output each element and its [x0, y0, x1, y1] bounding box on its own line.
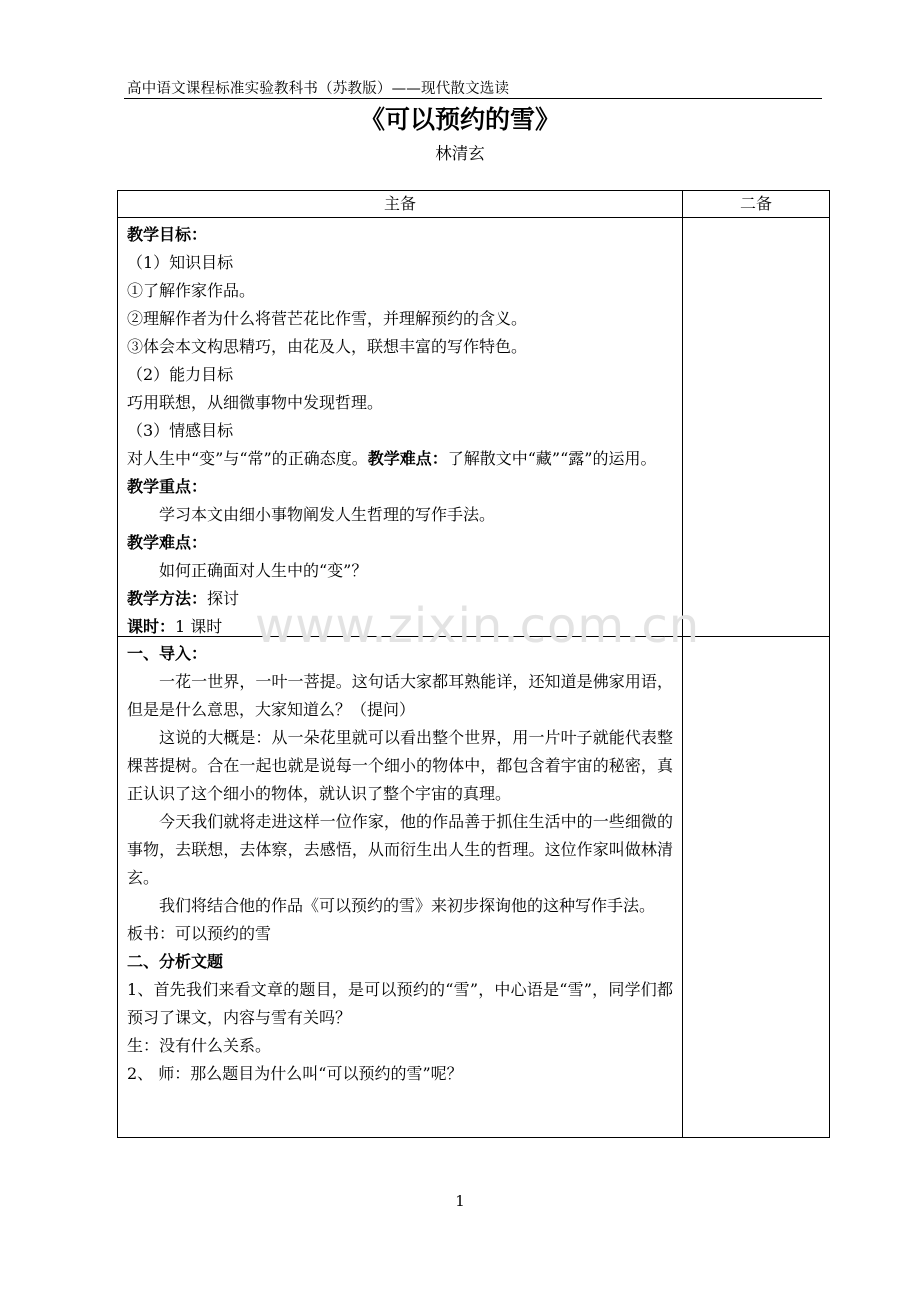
watermark: www.zixin.com.cn [255, 598, 701, 654]
lesson-row [118, 637, 830, 1138]
intro-paragraph: 我们将结合他的作品《可以预约的雪》来初步探询他的这种写作手法。 [159, 896, 656, 915]
intro-paragraph: 这说的大概是：从一朵花里就可以看出整个世界，用一片叶子就能代表整棵菩提树。合在一起也就是说每一个细小的物体中，都包含着宇宙的秘密，真正认识了这个细小的物体，就认识了整个宇宙的真理。 [127, 728, 673, 803]
objectives-cell [118, 218, 683, 637]
method-value: 探讨 [207, 589, 240, 608]
author-name: 林清玄 [435, 144, 485, 163]
key-point-text: 学习本文由细小事物阐发人生哲理的写作手法。 [159, 505, 496, 524]
lesson-second-prep-cell [683, 637, 830, 1138]
key-point-label: 教学重点： [127, 477, 208, 496]
header-second-prep: 二备 [683, 191, 830, 218]
difficulty-text: 如何正确面对人生中的“变”？ [159, 561, 368, 580]
intro-paragraph: 一花一世界，一叶一菩提。这句话大家都耳熟能详，还知道是佛家用语，但是是什么意思，大家知道么？（提问） [127, 672, 673, 719]
difficulty-label: 教学难点： [127, 533, 208, 552]
analysis-item: 1、首先我们来看文章的题目，是可以预约的“雪”，中心语是“雪”，同学们都预习了课文，内容与雪有关吗？ [127, 980, 673, 1027]
objectives-second-prep-cell [683, 218, 830, 637]
document-title: 《可以预约的雪》 [359, 105, 560, 134]
emotion-difficulty-label: 教学难点： [367, 449, 448, 468]
page-number: 1 [455, 1192, 465, 1210]
hours-label: 课时： [127, 617, 176, 636]
intro-paragraph: 今天我们就将走进这样一位作家，他的作品善于抓住生活中的一些细微的事物，去联想，去体察，去感悟，从而衍生出人生的哲理。这位作家叫做林清玄。 [127, 812, 673, 887]
analysis-heading: 二、分析文题 [127, 952, 224, 971]
hours-value: 1 课时 [175, 617, 223, 636]
board-line [127, 920, 673, 948]
objectives-heading: 教学目标： [127, 225, 208, 244]
knowledge-heading: （1）知识目标 [127, 253, 234, 272]
method-line [127, 585, 673, 613]
intro-heading: 一、导入： [127, 644, 208, 663]
emotion-text [127, 445, 673, 473]
emotion-text-part: 对人生中“变”与“常”的正确态度。 [127, 449, 368, 468]
analysis-item: 2、 师：那么题目为什么叫“可以预约的雪”呢？ [127, 1064, 463, 1083]
ability-text: 巧用联想，从细微事物中发现哲理。 [127, 393, 384, 412]
board-value: 可以预约的雪 [175, 924, 272, 943]
header-main-prep: 主备 [118, 191, 683, 218]
knowledge-item: ①了解作家作品。 [127, 281, 256, 300]
analysis-item: 生：没有什么关系。 [127, 1036, 272, 1055]
knowledge-item: ②理解作者为什么将菅芒花比作雪，并理解预约的含义。 [127, 309, 528, 328]
emotion-heading: （3）情感目标 [127, 421, 234, 440]
knowledge-item: ③体会本文构思精巧，由花及人，联想丰富的写作特色。 [127, 337, 528, 356]
table-header-row [118, 191, 830, 218]
lesson-cell [118, 637, 683, 1138]
running-header: 高中语文课程标准实验教科书（苏教版）——现代散文选读 [127, 81, 510, 97]
board-label: 板书： [127, 924, 176, 943]
header-rule [124, 98, 822, 99]
lesson-plan-table [117, 190, 830, 1138]
ability-heading: （2）能力目标 [127, 365, 234, 384]
objectives-row [118, 218, 830, 637]
method-label: 教学方法： [127, 589, 208, 608]
emotion-text-part: 了解散文中“藏”“露”的运用。 [447, 449, 657, 468]
